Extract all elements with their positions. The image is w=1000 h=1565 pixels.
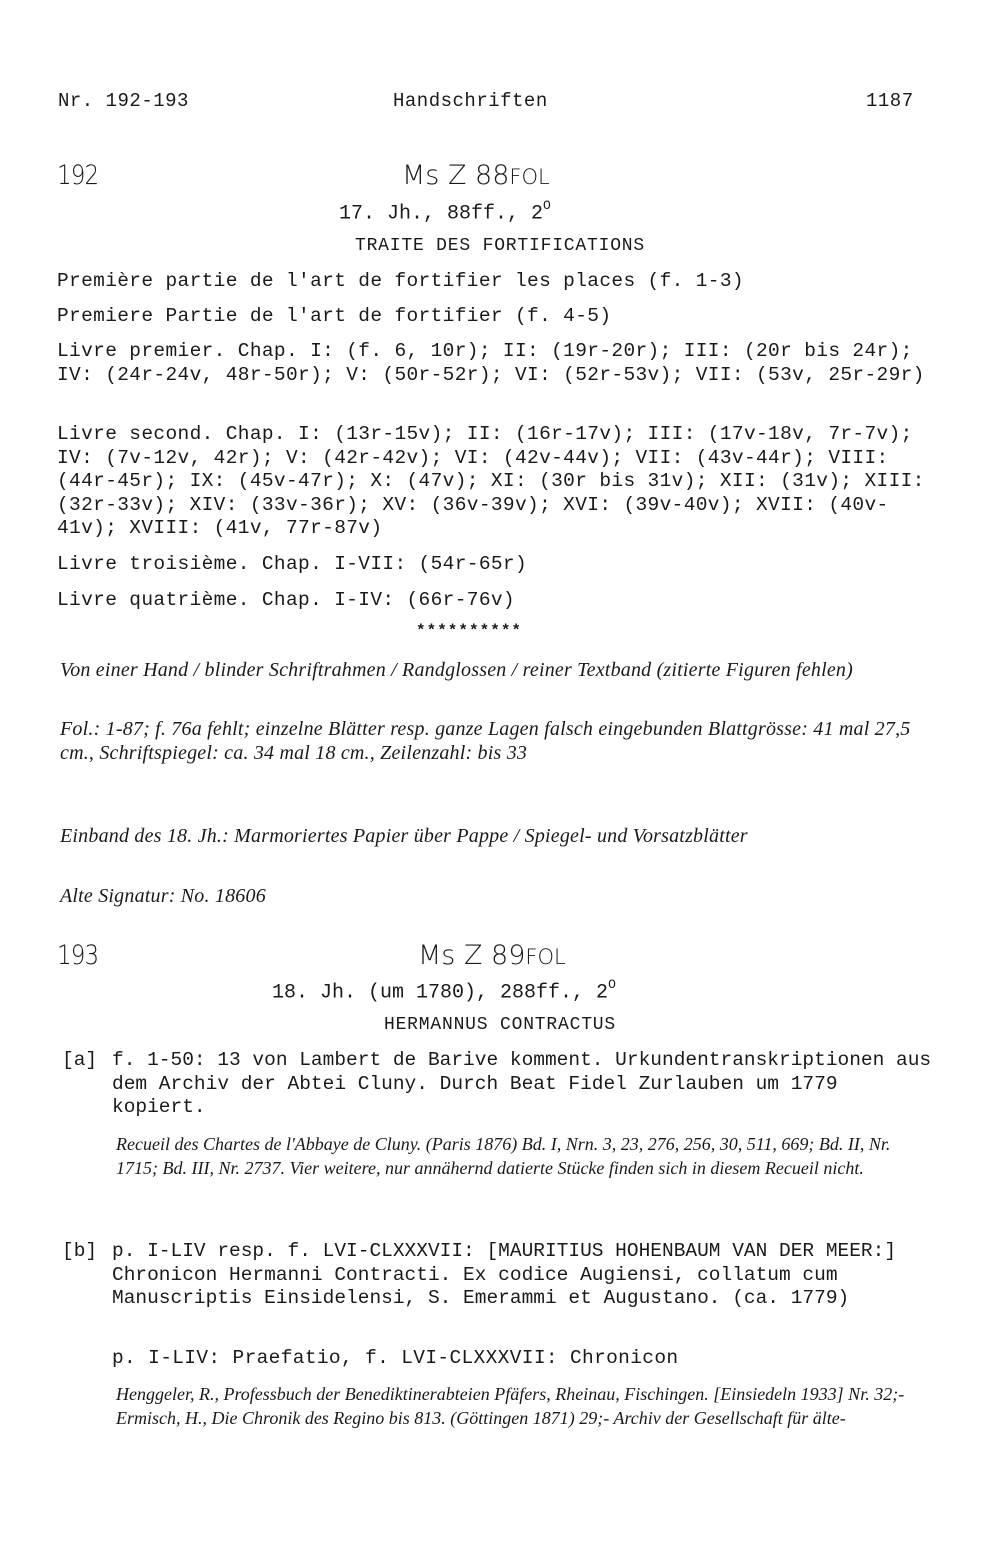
content-item <box>62 1049 932 1129</box>
item-text: f. 1-50: 13 von Lambert de Barive komment. Urkundentranskriptionen aus dem Archiv der Abtei Cluny. Durch Beat Fidel Zurlauben um 1779 kopiert. <box>112 1049 932 1118</box>
item-label: [a] <box>62 1049 98 1071</box>
shelfmark <box>418 940 566 971</box>
bibliographic-note: Recueil des Chartes de l'Abbaye de Cluny. (Paris 1876) Bd. I, Nrn. 3, 23, 276, 256, 30, 511, 669; Bd. II, Nr. 1715; Bd. III, Nr. 2737. Vier weitere, nur annähernd datierte Stücke finden sich in diesem Recueil nicht. <box>116 1134 891 1178</box>
contents-line: Livre quatrième. Chap. I-IV: (66r-76v) <box>57 589 515 611</box>
item-label: [b] <box>62 1240 98 1262</box>
running-header-title: Handschriften <box>393 90 548 112</box>
shelfmark-main: Ms Z 88 <box>402 160 510 191</box>
shelfmark-main: Ms Z 89 <box>418 940 526 971</box>
separator: ********** <box>416 622 523 640</box>
running-header-left: Nr. 192-193 <box>58 90 189 112</box>
item-subtext: p. I-LIV: Praefatio, f. LVI-CLXXXVII: Chronicon <box>112 1347 679 1369</box>
work-title: TRAITE DES FORTIFICATIONS <box>354 236 646 256</box>
contents-paragraph: Livre second. Chap. I: (13r-15v); II: (16r-17v); III: (17v-18v, 7r-7v); IV: (7v-12v, 42r); V: (42r-42v); VI: (42v-44v); VII: (43v-44r); VIII: (44r-45r); IX: (45v-47r); X: (47v); XI: (30r bis 31v); XII: (31v); XIII: (32r-33v); XIV: (33v-36r); XV: (36v-39v); XVI: (39v-40v); XVII: (40v-41v); XVIII: (41v, 77r-87v) <box>57 423 925 539</box>
item-text: p. I-LIV resp. f. LVI-CLXXXVII: [MAURITIUS HOHENBAUM VAN DER MEER:] Chronicon Hermanni Contracti. Ex codice Augiensi, collatum cum Manuscriptis Einsidelensi, S. Emerammi et Augustano. (ca. 1779) <box>112 1240 897 1309</box>
contents-line: Livre troisième. Chap. I-VII: (54r-65r) <box>57 553 528 575</box>
date-extent: 18. Jh. (um 1780), 288ff., 2 <box>272 981 609 1005</box>
shelfmark <box>402 160 550 191</box>
date-line <box>272 979 616 1005</box>
shelfmark-format: FOL <box>509 165 550 189</box>
format-superscript: O <box>608 977 616 992</box>
date-extent: 17. Jh., 88ff., 2 <box>339 202 544 226</box>
description-binding: Einband des 18. Jh.: Marmoriertes Papier über Pappe / Spiegel- und Vorsatzblätter <box>60 825 748 847</box>
description-foliation: Fol.: 1-87; f. 76a fehlt; einzelne Blätter resp. ganze Lagen falsch eingebunden Blattgrösse: 41 mal 27,5 cm., Schriftspiegel: ca. 34 mal 18 cm., Zeilenzahl: bis 33 <box>60 718 911 764</box>
content-item <box>62 1240 932 1340</box>
page-number: 1187 <box>866 90 914 112</box>
shelfmark-format: FOL <box>525 945 566 969</box>
date-line <box>339 200 551 226</box>
contents-line: Première partie de l'art de fortifier les places (f. 1-3) <box>57 270 744 292</box>
description-hand: Von einer Hand / blinder Schriftrahmen / Randglossen / reiner Textband (zitierte Figuren fehlen) <box>60 659 853 681</box>
entry-number: 192 <box>57 160 99 191</box>
format-superscript: O <box>543 198 551 213</box>
contents-paragraph: Livre premier. Chap. I: (f. 6, 10r); II: (19r-20r); III: (20r bis 24r); IV: (24r-24v, 48r-50r); V: (50r-52r); VI: (52r-53v); VII: (53v, 25r-29r) <box>57 340 925 386</box>
entry-number: 193 <box>57 940 99 971</box>
description-old-signature: Alte Signatur: No. 18606 <box>60 885 266 907</box>
bibliographic-note: Henggeler, R., Professbuch der Benediktinerabteien Pfäfers, Rheinau, Fischingen. [Einsiedeln 1933] Nr. 32;- Ermisch, H., Die Chronik des Regino bis 813. (Göttingen 1871) 29;- Archiv der Gesellschaft für älte- <box>116 1384 905 1428</box>
contents-line: Premiere Partie de l'art de fortifier (f. 4-5) <box>57 305 612 327</box>
work-title: HERMANNUS CONTRACTUS <box>383 1015 617 1035</box>
